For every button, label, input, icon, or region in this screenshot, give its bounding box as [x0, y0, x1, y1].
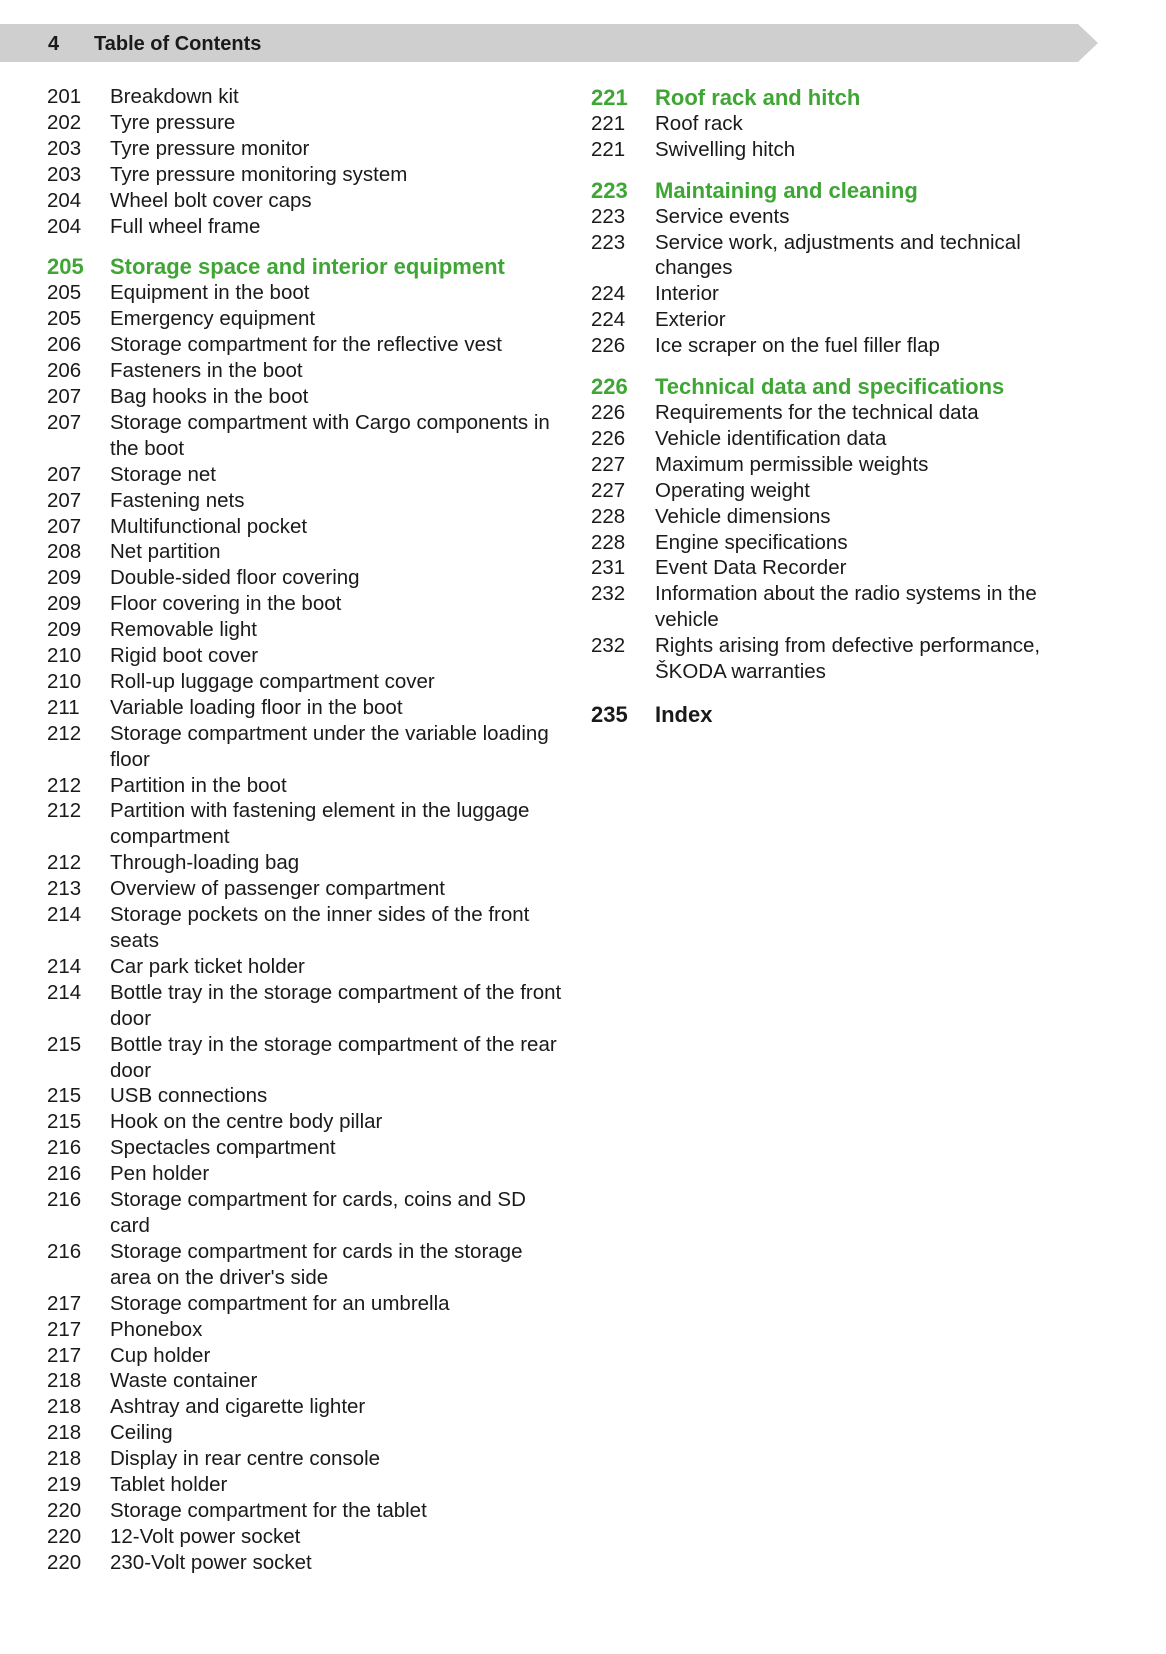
toc-entry-title: Vehicle identification data	[655, 426, 887, 450]
toc-entry-title: Storage compartment with Cargo components in the boot	[110, 410, 550, 460]
toc-entry[interactable]	[591, 581, 1081, 633]
toc-right-column	[591, 85, 1081, 728]
toc-section-heading[interactable]	[591, 85, 1081, 111]
toc-entry[interactable]	[47, 332, 567, 358]
toc-page-number: 212	[47, 721, 82, 745]
toc-entry-title: 12-Volt power socket	[110, 1524, 301, 1548]
toc-entry-title: Exterior	[655, 308, 726, 332]
toc-entry-title: Removable light	[110, 618, 257, 642]
toc-entry-title: Net partition	[110, 540, 221, 564]
toc-entry[interactable]	[47, 1498, 567, 1524]
toc-entry-title: Partition with fastening element in the luggage compartment	[110, 799, 530, 849]
toc-entry-title: Storage compartment for cards in the storage area on the driver's side	[110, 1239, 523, 1289]
toc-entry-title: Bag hooks in the boot	[110, 384, 309, 408]
toc-entry-title: Storage pockets on the inner sides of the front seats	[110, 903, 530, 952]
toc-entry[interactable]	[47, 617, 567, 643]
toc-page-number: 204	[47, 214, 82, 238]
toc-entry-title: Variable loading floor in the boot	[110, 695, 403, 719]
toc-page-number: 207	[47, 488, 82, 512]
toc-entry-title: Equipment in the boot	[110, 281, 310, 305]
toc-entry[interactable]	[47, 110, 567, 136]
toc-entry[interactable]	[47, 162, 567, 188]
toc-page-number: 210	[47, 644, 82, 668]
toc-page-number: 223	[591, 204, 626, 228]
toc-entry-title: Roof rack and hitch	[655, 85, 861, 110]
toc-entry-title: Double-sided floor covering	[110, 566, 360, 590]
toc-page-number: 209	[47, 618, 82, 642]
toc-entry-title: Storage compartment for cards, coins and SD card	[110, 1188, 526, 1237]
toc-entry[interactable]	[47, 902, 567, 954]
toc-page-number: 204	[47, 188, 82, 212]
toc-entry[interactable]	[591, 400, 1081, 426]
toc-entry[interactable]	[591, 333, 1081, 359]
toc-page-number: 216	[47, 1239, 82, 1263]
toc-page-number: 218	[47, 1421, 82, 1445]
toc-page-number: 206	[47, 359, 82, 383]
toc-page-number: 205	[47, 307, 82, 331]
toc-entry-title: Tyre pressure	[110, 110, 236, 134]
toc-entry-title: Tyre pressure monitoring system	[110, 162, 408, 186]
toc-entry-title: 230-Volt power socket	[110, 1550, 312, 1574]
toc-entry[interactable]	[47, 1550, 567, 1576]
toc-entry-title: Multifunctional pocket	[110, 514, 308, 538]
toc-entry[interactable]	[47, 1368, 567, 1394]
toc-page-number: 226	[591, 400, 626, 424]
toc-page-number: 209	[47, 566, 82, 590]
toc-entry[interactable]	[47, 514, 567, 540]
page-number: 4	[48, 33, 60, 55]
toc-entry-title: Waste container	[110, 1369, 258, 1393]
toc-page-number: 202	[47, 110, 82, 134]
toc-entry-title: Index	[655, 701, 713, 727]
toc-entry[interactable]	[47, 773, 567, 799]
toc-page-number: 217	[47, 1343, 82, 1367]
toc-entry[interactable]	[47, 1524, 567, 1550]
toc-page-number: 228	[591, 504, 626, 528]
toc-entry[interactable]	[591, 504, 1081, 530]
toc-entry-title: Phonebox	[110, 1317, 203, 1341]
toc-entry[interactable]	[47, 643, 567, 669]
toc-page-number: 218	[47, 1369, 82, 1393]
toc-page-number: 201	[47, 85, 82, 108]
toc-entry[interactable]	[47, 280, 567, 306]
toc-entry-title: Rights arising from defective performance, ŠKODA warranties	[655, 634, 1041, 684]
toc-page-number: 205	[47, 254, 84, 280]
toc-entry[interactable]	[591, 137, 1081, 163]
toc-entry[interactable]	[47, 980, 567, 1032]
toc-left-column	[47, 84, 567, 1576]
toc-entry-title: Tablet holder	[110, 1473, 228, 1497]
toc-page-number: 227	[591, 478, 626, 502]
toc-entry-title: Interior	[655, 282, 719, 306]
toc-page-number: 206	[47, 333, 82, 357]
toc-entry[interactable]	[47, 954, 567, 980]
toc-entry-title: Hook on the centre body pillar	[110, 1110, 383, 1134]
toc-page-number: 203	[47, 136, 82, 160]
toc-entry-title: Storage compartment under the variable loading floor	[110, 721, 549, 771]
toc-entry[interactable]	[47, 1187, 567, 1239]
toc-page-number: 217	[47, 1291, 82, 1315]
toc-page-number: 220	[47, 1524, 82, 1548]
toc-page-number: 207	[47, 514, 82, 538]
toc-page-number: 220	[47, 1498, 82, 1522]
toc-entry-title: Storage compartment for the tablet	[110, 1498, 427, 1522]
toc-entry[interactable]	[47, 1135, 567, 1161]
toc-entry[interactable]	[47, 214, 567, 240]
toc-entry-title: Maintaining and cleaning	[655, 177, 918, 203]
toc-entry[interactable]	[47, 695, 567, 721]
toc-page-number: 210	[47, 669, 82, 693]
toc-entry-title: Information about the radio systems in the vehicle	[655, 582, 1037, 632]
toc-entry-title: Car park ticket holder	[110, 954, 305, 978]
toc-entry[interactable]	[47, 1291, 567, 1317]
toc-page-number: 220	[47, 1550, 82, 1574]
toc-page-number: 212	[47, 773, 82, 797]
toc-page-number: 223	[591, 177, 628, 203]
toc-page-number: 218	[47, 1395, 82, 1419]
toc-entry[interactable]	[591, 281, 1081, 307]
toc-entry[interactable]	[47, 798, 567, 850]
toc-page-number: 212	[47, 799, 82, 823]
toc-entry-title: Wheel bolt cover caps	[110, 188, 312, 212]
toc-entry[interactable]	[47, 462, 567, 488]
toc-entry[interactable]	[47, 488, 567, 514]
toc-entry-title: Roof rack	[655, 111, 743, 135]
toc-entry-title: Bottle tray in the storage compartment of the front door	[110, 980, 562, 1030]
toc-entry-title: Storage compartment for an umbrella	[110, 1291, 450, 1315]
toc-entry-title: Overview of passenger compartment	[110, 877, 445, 901]
toc-page-number: 231	[591, 556, 626, 580]
toc-entry-title: Emergency equipment	[110, 307, 316, 331]
toc-entry-title: Floor covering in the boot	[110, 592, 342, 616]
toc-entry[interactable]	[591, 426, 1081, 452]
toc-entry-title: Swivelling hitch	[655, 137, 796, 161]
toc-entry-title: Ceiling	[110, 1421, 173, 1445]
toc-entry[interactable]	[47, 539, 567, 565]
toc-entry-title: Cup holder	[110, 1343, 211, 1367]
toc-page-number: 214	[47, 903, 82, 927]
toc-page-number: 203	[47, 162, 82, 186]
toc-entry[interactable]	[591, 452, 1081, 478]
toc-entry[interactable]	[591, 230, 1081, 282]
toc-page-number: 219	[47, 1473, 82, 1497]
toc-page-number: 217	[47, 1317, 82, 1341]
toc-page-number: 221	[591, 137, 626, 161]
toc-page-number: 218	[47, 1447, 82, 1471]
toc-entry[interactable]	[47, 850, 567, 876]
toc-entry-title: Full wheel frame	[110, 214, 261, 238]
toc-page-number: 235	[591, 701, 628, 727]
toc-entry[interactable]	[47, 565, 567, 591]
toc-section-heading[interactable]	[591, 374, 1081, 400]
toc-entry[interactable]	[47, 1083, 567, 1109]
toc-entry-title: Service work, adjustments and technical changes	[655, 230, 1021, 280]
toc-entry-title: Requirements for the technical data	[655, 400, 979, 424]
toc-page-number: 216	[47, 1136, 82, 1160]
toc-entry[interactable]	[591, 111, 1081, 137]
toc-entry-title: Roll-up luggage compartment cover	[110, 669, 435, 693]
toc-entry[interactable]	[47, 1420, 567, 1446]
toc-entry-title: Display in rear centre console	[110, 1447, 381, 1471]
toc-entry[interactable]	[47, 1109, 567, 1135]
toc-entry-title: Pen holder	[110, 1162, 210, 1186]
toc-page-number: 211	[47, 695, 80, 719]
toc-entry-title: Event Data Recorder	[655, 556, 847, 580]
toc-entry-title: Service events	[655, 204, 790, 228]
toc-entry[interactable]	[47, 410, 567, 462]
toc-page-number: 215	[47, 1084, 82, 1108]
toc-entry-title: Rigid boot cover	[110, 644, 259, 668]
toc-section-heading[interactable]	[47, 254, 567, 280]
toc-entry-title: Ashtray and cigarette lighter	[110, 1395, 366, 1419]
toc-entry-title: Partition in the boot	[110, 773, 287, 797]
toc-entry[interactable]	[47, 136, 567, 162]
toc-entry[interactable]	[591, 204, 1081, 230]
toc-entry-title: Storage compartment for the reflective vest	[110, 333, 502, 357]
toc-entry-title: Technical data and specifications	[655, 374, 1005, 400]
toc-page-number: 232	[591, 582, 626, 606]
toc-entry-title: Storage net	[110, 462, 216, 486]
toc-page-number: 215	[47, 1032, 82, 1056]
toc-entry-title: Engine specifications	[655, 530, 848, 554]
toc-page-number: 208	[47, 540, 82, 564]
toc-entry-title: Fastening nets	[110, 488, 245, 512]
toc-entry-title: Vehicle dimensions	[655, 504, 831, 528]
toc-page-number: 213	[47, 877, 82, 901]
toc-page-number: 224	[591, 282, 626, 306]
toc-entry[interactable]	[47, 1032, 567, 1084]
toc-entry[interactable]	[47, 1161, 567, 1187]
toc-entry[interactable]	[47, 188, 567, 214]
toc-index-heading[interactable]	[591, 702, 1081, 728]
toc-entry[interactable]	[47, 1394, 567, 1420]
toc-entry-title: Ice scraper on the fuel filler flap	[655, 334, 940, 358]
toc-page-number: 209	[47, 592, 82, 616]
toc-entry[interactable]	[47, 358, 567, 384]
toc-entry-title: Fasteners in the boot	[110, 359, 303, 383]
toc-entry[interactable]	[591, 478, 1081, 504]
toc-page-number: 221	[591, 111, 626, 135]
toc-entry[interactable]	[591, 530, 1081, 556]
toc-entry[interactable]	[47, 876, 567, 902]
toc-entry[interactable]	[47, 384, 567, 410]
toc-entry-title: Tyre pressure monitor	[110, 136, 310, 160]
toc-entry[interactable]	[47, 1317, 567, 1343]
toc-entry[interactable]	[591, 633, 1081, 685]
toc-page-number: 207	[47, 384, 82, 408]
toc-page-number: 226	[591, 334, 626, 358]
toc-entry-title: Bottle tray in the storage compartment of the rear door	[110, 1032, 557, 1082]
toc-entry[interactable]	[47, 1239, 567, 1291]
toc-entry-title: USB connections	[110, 1084, 268, 1108]
toc-entry[interactable]	[47, 591, 567, 617]
toc-page-number: 216	[47, 1188, 82, 1212]
toc-page-number: 212	[47, 851, 82, 875]
toc-section-heading[interactable]	[591, 178, 1081, 204]
toc-page-number: 223	[591, 230, 626, 254]
toc-page-number: 216	[47, 1162, 82, 1186]
toc-page-number: 214	[47, 954, 82, 978]
toc-entry[interactable]	[47, 669, 567, 695]
toc-page-number: 226	[591, 426, 626, 450]
toc-page-number: 207	[47, 410, 82, 434]
toc-page-number: 224	[591, 308, 626, 332]
toc-entry-title: Through-loading bag	[110, 851, 300, 875]
toc-entry[interactable]	[47, 1446, 567, 1472]
toc-entry[interactable]	[47, 306, 567, 332]
toc-entry[interactable]	[47, 84, 567, 110]
page-title: Table of Contents	[94, 33, 262, 55]
toc-page-number: 232	[591, 634, 626, 658]
toc-page-number: 228	[591, 530, 626, 554]
toc-entry[interactable]	[591, 555, 1081, 581]
toc-entry[interactable]	[591, 307, 1081, 333]
toc-page-number: 221	[591, 85, 628, 110]
toc-page-number: 227	[591, 452, 626, 476]
toc-entry-title: Operating weight	[655, 478, 810, 502]
toc-entry[interactable]	[47, 1343, 567, 1369]
toc-page-number: 207	[47, 462, 82, 486]
toc-page-number: 226	[591, 374, 628, 400]
toc-entry[interactable]	[47, 721, 567, 773]
toc-entry[interactable]	[47, 1472, 567, 1498]
toc-page-number: 215	[47, 1110, 82, 1134]
toc-entry-title: Spectacles compartment	[110, 1136, 336, 1160]
toc-page-number: 205	[47, 281, 82, 305]
toc-entry-title: Storage space and interior equipment	[110, 254, 505, 280]
toc-page-number: 214	[47, 980, 82, 1004]
toc-entry-title: Maximum permissible weights	[655, 452, 929, 476]
toc-entry-title: Breakdown kit	[110, 85, 239, 108]
